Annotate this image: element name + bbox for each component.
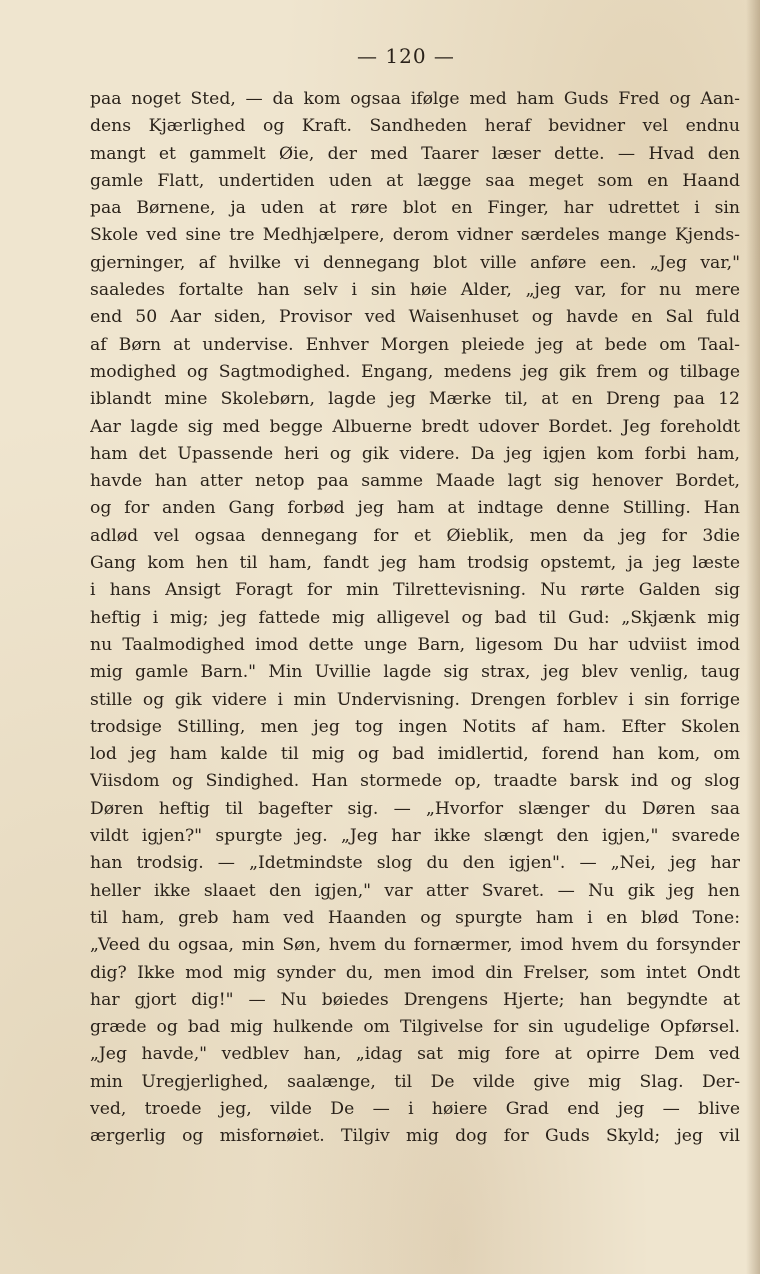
text-line: og for anden Gang forbød jeg ham at indtage denne Stilling. Han — [90, 498, 740, 519]
text-line: mangt et gammelt Øie, der med Taarer læser dette. — Hvad den — [90, 143, 740, 164]
page-number: — 120 — — [357, 44, 455, 68]
text-line: Døren heftig til bagefter sig. — „Hvorfor slænger du Døren saa — [90, 798, 740, 819]
text-line: til ham, greb ham ved Haanden og spurgte ham i en blød Tone: — [90, 907, 740, 928]
text-line: mig gamle Barn." Min Uvillie lagde sig strax, jeg blev venlig, taug — [90, 662, 740, 683]
text-line: vildt igjen?" spurgte jeg. „Jeg har ikke slængt den igjen," svarede — [90, 826, 740, 847]
text-line: græde og bad mig hulkende om Tilgivelse for sin ugudelige Opførsel. — [90, 1017, 740, 1038]
text-line: „Jeg havde," vedblev han, „idag sat mig fore at opirre Dem ved — [90, 1044, 740, 1065]
text-line: i hans Ansigt Foragt for min Tilrettevisning. Nu rørte Galden sig — [90, 580, 740, 601]
text-line: min Uregjerlighed, saalænge, til De vilde give mig Slag. Der- — [90, 1071, 740, 1092]
text-line: Skole ved sine tre Medhjælpere, derom vidner særdeles mange Kjends- — [90, 225, 740, 246]
text-line: dig? Ikke mod mig synder du, men imod din Frelser, som intet Ondt — [90, 962, 740, 983]
text-line: modighed og Sagtmodighed. Engang, medens jeg gik frem og tilbage — [90, 361, 740, 382]
text-line: lod jeg ham kalde til mig og bad imidlertid, forend han kom, om — [90, 744, 740, 765]
text-line: saaledes fortalte han selv i sin høie Alder, „jeg var, for nu mere — [90, 280, 740, 301]
text-line: havde han atter netop paa samme Maade lagt sig henover Bordet, — [90, 471, 740, 492]
text-line: nu Taalmodighed imod dette unge Barn, ligesom Du har udviist imod — [90, 634, 740, 655]
text-line: han trodsig. — „Idetmindste slog du den igjen". — „Nei, jeg har — [90, 853, 740, 874]
text-line: heller ikke slaaet den igjen," var atter Svaret. — Nu gik jeg hen — [90, 880, 740, 901]
page-edge-shadow — [746, 0, 760, 1274]
text-line: Viisdom og Sindighed. Han stormede op, traadte barsk ind og slog — [90, 771, 740, 792]
text-line: Gang kom hen til ham, fandt jeg ham trodsig opstemt, ja jeg læste — [90, 553, 740, 574]
text-line: gamle Flatt, undertiden uden at lægge saa meget som en Haand — [90, 170, 740, 191]
text-line: ærgerlig og misfornøiet. Tilgiv mig dog for Guds Skyld; jeg vil — [90, 1126, 740, 1147]
text-line: paa noget Sted, — da kom ogsaa ifølge med ham Guds Fred og Aan- — [90, 89, 740, 109]
text-line: ham det Upassende heri og gik videre. Da jeg igjen kom forbi ham, — [90, 443, 740, 464]
text-line: adlød vel ogsaa dennegang for et Øieblik, men da jeg for 3die — [90, 525, 740, 546]
text-line: af Børn at undervise. Enhver Morgen pleiede jeg at bede om Taal- — [90, 334, 740, 355]
text-line: end 50 Aar siden, Provisor ved Waisenhuset og havde en Sal fuld — [90, 307, 740, 328]
text-line: paa Børnene, ja uden at røre blot en Finger, har udrettet i sin — [90, 198, 740, 219]
text-line: Aar lagde sig med begge Albuerne bredt udover Bordet. Jeg foreholdt — [90, 416, 740, 437]
text-line: har gjort dig!" — Nu bøiedes Drengens Hjerte; han begyndte at — [90, 989, 740, 1010]
text-line: dens Kjærlighed og Kraft. Sandheden heraf bevidner vel endnu — [90, 116, 740, 137]
text-line: ved, troede jeg, vilde De — i høiere Grad end jeg — blive — [90, 1098, 740, 1119]
text-line: trodsige Stilling, men jeg tog ingen Notits af ham. Efter Skolen — [90, 716, 740, 737]
text-line: gjerninger, af hvilke vi dennegang blot ville anføre een. „Jeg var," — [90, 252, 740, 273]
text-line: stille og gik videre i min Undervisning. Drengen forblev i sin forrige — [90, 689, 740, 710]
text-line: heftig i mig; jeg fattede mig alligevel og bad til Gud: „Skjænk mig — [90, 607, 740, 628]
text-line: „Veed du ogsaa, min Søn, hvem du fornærmer, imod hvem du forsynder — [90, 935, 740, 956]
text-line: iblandt mine Skolebørn, lagde jeg Mærke til, at en Dreng paa 12 — [90, 389, 740, 410]
body-text — [90, 86, 740, 1151]
